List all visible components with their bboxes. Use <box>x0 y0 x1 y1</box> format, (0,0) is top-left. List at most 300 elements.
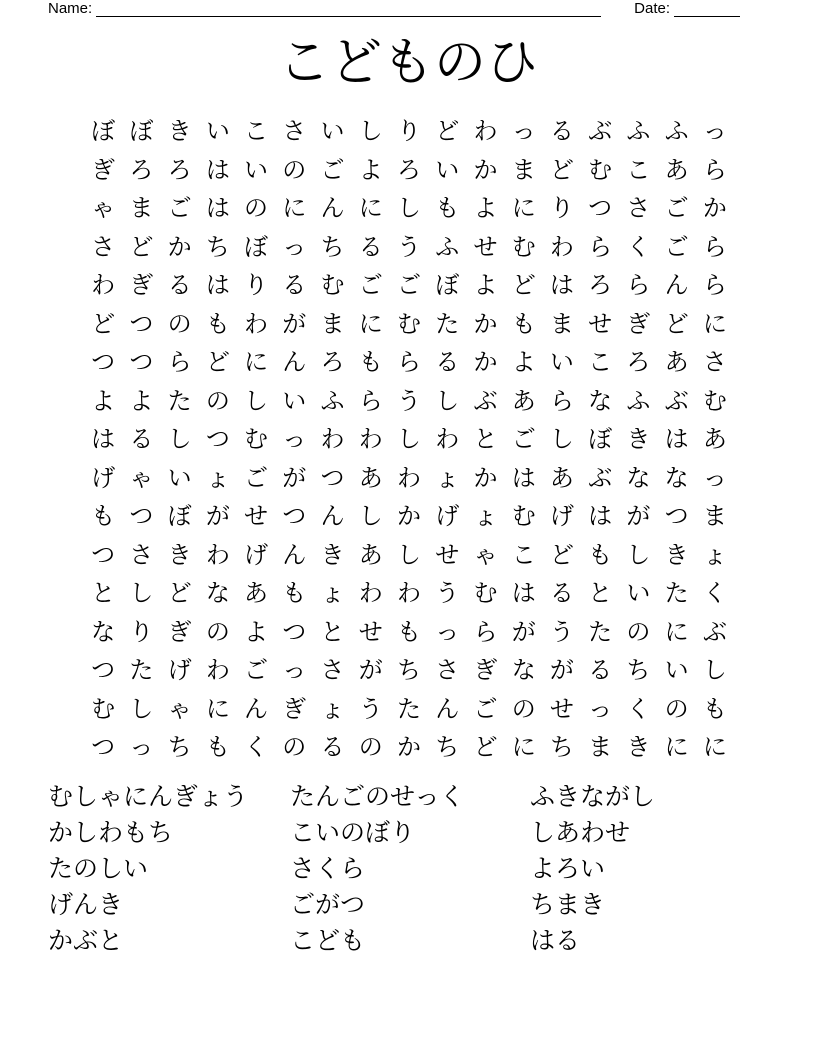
grid-cell[interactable]: が <box>511 617 536 646</box>
grid-cell[interactable]: ゃ <box>91 194 116 222</box>
grid-cell[interactable]: た <box>129 656 154 684</box>
grid-cell[interactable]: む <box>91 694 116 723</box>
grid-cell[interactable]: い <box>664 656 689 684</box>
grid-cell[interactable]: ぶ <box>473 386 498 415</box>
grid-cell[interactable]: つ <box>91 540 116 569</box>
grid-cell[interactable]: は <box>549 271 574 299</box>
grid-cell[interactable]: ど <box>435 117 460 145</box>
grid-cell[interactable]: う <box>396 386 421 415</box>
grid-cell[interactable]: あ <box>511 386 536 415</box>
grid-cell[interactable]: い <box>435 155 460 184</box>
grid-cell[interactable]: ら <box>588 232 613 261</box>
grid-cell[interactable]: ご <box>244 463 269 492</box>
grid-cell[interactable]: に <box>664 733 689 761</box>
grid-cell[interactable]: つ <box>91 348 116 376</box>
grid-cell[interactable]: ん <box>664 271 689 299</box>
grid-cell[interactable]: わ <box>91 271 116 299</box>
grid-cell[interactable]: つ <box>205 425 230 453</box>
grid-cell[interactable]: も <box>435 194 460 222</box>
grid-cell[interactable]: ろ <box>320 348 345 376</box>
grid-cell[interactable]: ょ <box>205 463 230 492</box>
grid-cell[interactable]: た <box>435 309 460 338</box>
grid-cell[interactable]: ろ <box>588 271 613 299</box>
grid-cell[interactable]: ら <box>702 271 727 299</box>
grid-cell[interactable]: つ <box>91 733 116 761</box>
grid-cell[interactable]: が <box>282 309 307 338</box>
grid-row <box>84 112 734 151</box>
grid-cell[interactable]: ぼ <box>435 271 460 299</box>
grid-cell[interactable]: に <box>358 194 383 222</box>
grid-cell[interactable]: に <box>702 733 727 761</box>
grid-cell[interactable]: も <box>358 348 383 376</box>
grid-cell[interactable]: ふ <box>664 117 689 145</box>
grid-cell[interactable]: な <box>511 656 536 684</box>
grid-cell[interactable]: っ <box>282 232 307 261</box>
grid-cell[interactable]: い <box>244 155 269 184</box>
grid-cell[interactable]: ち <box>396 656 421 684</box>
grid-cell[interactable]: わ <box>473 117 498 145</box>
grid-cell[interactable]: ろ <box>626 348 651 376</box>
grid-cell[interactable]: し <box>129 579 154 607</box>
grid-cell[interactable]: る <box>588 656 613 684</box>
grid-cell[interactable]: き <box>626 733 651 761</box>
grid-cell[interactable]: げ <box>435 502 460 530</box>
grid-cell[interactable]: に <box>205 694 230 723</box>
grid-cell[interactable]: む <box>396 309 421 338</box>
grid-cell[interactable]: に <box>664 617 689 646</box>
grid-cell[interactable]: わ <box>244 309 269 338</box>
grid-cell[interactable]: さ <box>435 656 460 684</box>
grid-cell[interactable]: よ <box>358 155 383 184</box>
grid-cell[interactable]: し <box>396 425 421 453</box>
grid-row <box>84 728 734 767</box>
grid-cell[interactable]: ぼ <box>167 502 192 530</box>
grid-cell[interactable]: う <box>549 617 574 646</box>
grid-cell[interactable]: し <box>435 386 460 415</box>
grid-cell[interactable]: こ <box>244 117 269 145</box>
grid-cell[interactable]: っ <box>588 694 613 723</box>
grid-cell[interactable]: わ <box>435 425 460 453</box>
grid-cell[interactable]: よ <box>511 348 536 376</box>
grid-cell[interactable]: し <box>129 694 154 723</box>
grid-cell[interactable]: ぼ <box>244 232 269 261</box>
grid-cell[interactable]: ち <box>167 733 192 761</box>
grid-cell[interactable]: ょ <box>320 694 345 723</box>
grid-cell[interactable]: に <box>511 733 536 761</box>
grid-cell[interactable]: た <box>588 617 613 646</box>
grid-cell[interactable]: こ <box>511 540 536 569</box>
grid-cell[interactable]: し <box>244 386 269 415</box>
grid-cell[interactable]: ご <box>511 425 536 453</box>
grid-cell[interactable]: う <box>435 579 460 607</box>
grid-cell[interactable]: く <box>626 694 651 723</box>
grid-cell[interactable]: が <box>205 502 230 530</box>
grid-cell[interactable]: つ <box>282 617 307 646</box>
grid-cell[interactable]: い <box>205 117 230 145</box>
grid-cell[interactable]: な <box>664 463 689 492</box>
grid-cell[interactable]: ん <box>320 194 345 222</box>
grid-cell[interactable]: う <box>396 232 421 261</box>
word-list-item: こども <box>290 926 366 955</box>
grid-cell[interactable]: の <box>167 309 192 338</box>
grid-cell[interactable]: い <box>320 117 345 145</box>
grid-cell[interactable]: き <box>626 425 651 453</box>
grid-cell[interactable]: か <box>473 309 498 338</box>
grid-cell[interactable]: の <box>205 617 230 646</box>
grid-cell[interactable]: ら <box>702 155 727 184</box>
date-blank-line[interactable] <box>674 2 740 17</box>
grid-cell[interactable]: ど <box>664 309 689 338</box>
grid-cell[interactable]: よ <box>91 386 116 415</box>
grid-cell[interactable]: ま <box>129 194 154 222</box>
grid-cell[interactable]: は <box>511 579 536 607</box>
grid-cell[interactable]: は <box>511 463 536 492</box>
grid-cell[interactable]: た <box>167 386 192 415</box>
grid-cell[interactable]: ぼ <box>588 425 613 453</box>
grid-cell[interactable]: ら <box>358 386 383 415</box>
grid-cell[interactable]: ぎ <box>129 271 154 299</box>
grid-cell[interactable]: ん <box>320 502 345 530</box>
grid-row <box>84 459 734 498</box>
grid-cell[interactable]: ぶ <box>702 617 727 646</box>
grid-cell[interactable]: ぼ <box>91 117 116 145</box>
grid-cell[interactable]: か <box>473 348 498 376</box>
grid-cell[interactable]: が <box>626 502 651 530</box>
grid-cell[interactable]: く <box>702 579 727 607</box>
grid-cell[interactable]: は <box>588 502 613 530</box>
grid-cell[interactable]: か <box>473 463 498 492</box>
grid-cell[interactable]: よ <box>129 386 154 415</box>
grid-cell[interactable]: な <box>91 617 116 646</box>
grid-cell[interactable]: わ <box>358 579 383 607</box>
grid-cell[interactable]: わ <box>549 232 574 261</box>
grid-cell[interactable]: ぎ <box>282 694 307 723</box>
grid-cell[interactable]: ご <box>167 194 192 222</box>
grid-cell[interactable]: ら <box>702 232 727 261</box>
grid-cell[interactable]: が <box>358 656 383 684</box>
grid-cell[interactable]: つ <box>129 348 154 376</box>
grid-cell[interactable]: あ <box>702 425 727 453</box>
grid-cell[interactable]: せ <box>549 694 574 723</box>
grid-cell[interactable]: こ <box>588 348 613 376</box>
grid-cell[interactable]: に <box>282 194 307 222</box>
grid-cell[interactable]: は <box>205 155 230 184</box>
grid-cell[interactable]: な <box>205 579 230 607</box>
grid-cell[interactable]: と <box>91 579 116 607</box>
grid-cell[interactable]: ど <box>549 155 574 184</box>
grid-cell[interactable]: あ <box>244 579 269 607</box>
grid-cell[interactable]: い <box>549 348 574 376</box>
grid-cell[interactable]: り <box>549 194 574 222</box>
grid-cell[interactable]: さ <box>282 117 307 145</box>
grid-cell[interactable]: さ <box>702 348 727 376</box>
grid-cell[interactable]: し <box>626 540 651 569</box>
grid-cell[interactable]: っ <box>129 733 154 761</box>
grid-cell[interactable]: ど <box>205 348 230 376</box>
grid-cell[interactable]: ふ <box>320 386 345 415</box>
grid-cell[interactable]: は <box>205 194 230 222</box>
grid-cell[interactable]: か <box>702 194 727 222</box>
grid-cell[interactable]: ま <box>702 502 727 530</box>
grid-cell[interactable]: し <box>358 502 383 530</box>
grid-cell[interactable]: ぎ <box>626 309 651 338</box>
grid-cell[interactable]: し <box>396 540 421 569</box>
grid-cell[interactable]: い <box>167 463 192 492</box>
grid-cell[interactable]: が <box>282 463 307 492</box>
grid-cell[interactable]: ご <box>320 155 345 184</box>
grid-cell[interactable]: の <box>244 194 269 222</box>
grid-cell[interactable]: い <box>626 579 651 607</box>
grid-cell[interactable]: ゃ <box>129 463 154 492</box>
grid-cell[interactable]: あ <box>664 155 689 184</box>
grid-cell[interactable]: ど <box>167 579 192 607</box>
grid-cell[interactable]: ご <box>473 694 498 723</box>
grid-cell[interactable]: ち <box>320 232 345 261</box>
grid-cell[interactable]: る <box>549 579 574 607</box>
grid-cell[interactable]: ろ <box>167 155 192 184</box>
grid-cell[interactable]: せ <box>244 502 269 530</box>
grid-cell[interactable]: の <box>626 617 651 646</box>
grid-cell[interactable]: ぶ <box>588 117 613 145</box>
grid-cell[interactable]: む <box>588 155 613 184</box>
grid-cell[interactable]: も <box>588 540 613 569</box>
grid-cell[interactable]: か <box>396 733 421 761</box>
grid-cell[interactable]: む <box>511 502 536 530</box>
grid-cell[interactable]: ち <box>435 733 460 761</box>
grid-cell[interactable]: ぶ <box>664 386 689 415</box>
grid-cell[interactable]: は <box>205 271 230 299</box>
grid-cell[interactable]: さ <box>320 656 345 684</box>
grid-cell[interactable]: わ <box>396 463 421 492</box>
grid-cell[interactable]: る <box>129 425 154 453</box>
grid-cell[interactable]: し <box>167 425 192 453</box>
grid-cell[interactable]: ど <box>129 232 154 261</box>
grid-cell[interactable]: あ <box>358 463 383 492</box>
grid-cell[interactable]: っ <box>702 463 727 492</box>
grid-cell[interactable]: る <box>549 117 574 145</box>
grid-cell[interactable]: ら <box>549 386 574 415</box>
grid-cell[interactable]: か <box>167 232 192 261</box>
grid-cell[interactable]: ど <box>91 309 116 338</box>
grid-cell[interactable]: っ <box>282 425 307 453</box>
grid-cell[interactable]: つ <box>664 502 689 530</box>
grid-cell[interactable]: る <box>320 733 345 761</box>
grid-cell[interactable]: わ <box>396 579 421 607</box>
grid-cell[interactable]: た <box>396 694 421 723</box>
grid-cell[interactable]: し <box>396 194 421 222</box>
grid-cell[interactable]: か <box>473 155 498 184</box>
grid-cell[interactable]: き <box>167 540 192 569</box>
grid-cell[interactable]: あ <box>549 463 574 492</box>
grid-cell[interactable]: あ <box>358 540 383 569</box>
grid-cell[interactable]: に <box>358 309 383 338</box>
word-list-item: げんき <box>48 890 124 919</box>
name-blank-line[interactable] <box>96 2 601 17</box>
grid-cell[interactable]: く <box>244 733 269 761</box>
grid-row <box>84 151 734 190</box>
grid-cell[interactable]: ょ <box>702 540 727 569</box>
grid-cell[interactable]: っ <box>511 117 536 145</box>
grid-cell[interactable]: ぎ <box>473 656 498 684</box>
grid-cell[interactable]: い <box>282 386 307 415</box>
grid-cell[interactable]: ゃ <box>167 694 192 723</box>
grid-cell[interactable]: う <box>358 694 383 723</box>
grid-cell[interactable]: つ <box>320 463 345 492</box>
grid-cell[interactable]: ま <box>511 155 536 184</box>
grid-cell[interactable]: げ <box>91 463 116 492</box>
grid-cell[interactable]: ら <box>396 348 421 376</box>
grid-cell[interactable]: ょ <box>435 463 460 492</box>
grid-cell[interactable]: ら <box>167 348 192 376</box>
grid-cell[interactable]: は <box>91 425 116 453</box>
grid-cell[interactable]: ふ <box>435 232 460 261</box>
grid-cell[interactable]: た <box>664 579 689 607</box>
grid-cell[interactable]: も <box>205 733 230 761</box>
grid-cell[interactable]: ど <box>549 540 574 569</box>
grid-cell[interactable]: も <box>91 502 116 530</box>
grid-cell[interactable]: も <box>205 309 230 338</box>
grid-cell[interactable]: き <box>167 117 192 145</box>
grid-cell[interactable]: し <box>358 117 383 145</box>
grid-cell[interactable]: ま <box>320 309 345 338</box>
grid-cell[interactable]: さ <box>129 540 154 569</box>
grid-cell[interactable]: よ <box>244 617 269 646</box>
grid-cell[interactable]: ど <box>473 733 498 761</box>
grid-cell[interactable]: っ <box>702 117 727 145</box>
grid-cell[interactable]: む <box>702 386 727 415</box>
grid-cell[interactable]: の <box>511 694 536 723</box>
grid-cell[interactable]: よ <box>473 194 498 222</box>
grid-cell[interactable]: ご <box>358 271 383 299</box>
grid-cell[interactable]: か <box>396 502 421 530</box>
grid-cell[interactable]: る <box>435 348 460 376</box>
grid-cell[interactable]: の <box>205 386 230 415</box>
grid-cell[interactable]: も <box>702 694 727 723</box>
grid-cell[interactable]: く <box>626 232 651 261</box>
grid-cell[interactable]: あ <box>664 348 689 376</box>
grid-cell[interactable]: き <box>320 540 345 569</box>
grid-cell[interactable]: ょ <box>473 502 498 530</box>
grid-cell[interactable]: な <box>588 386 613 415</box>
grid-cell[interactable]: ん <box>282 348 307 376</box>
grid-cell[interactable]: わ <box>320 425 345 453</box>
grid-cell[interactable]: さ <box>626 194 651 222</box>
grid-cell[interactable]: よ <box>473 271 498 299</box>
grid-cell[interactable]: せ <box>473 232 498 261</box>
grid-cell[interactable]: と <box>320 617 345 646</box>
grid-cell[interactable]: ち <box>626 656 651 684</box>
grid-cell[interactable]: ご <box>244 656 269 684</box>
word-list-item: ちまき <box>530 890 606 919</box>
grid-cell[interactable]: る <box>282 271 307 299</box>
grid-cell[interactable]: つ <box>129 309 154 338</box>
grid-cell[interactable]: げ <box>549 502 574 530</box>
grid-cell[interactable]: と <box>588 579 613 607</box>
grid-cell[interactable]: ぼ <box>129 117 154 145</box>
grid-cell[interactable]: な <box>626 463 651 492</box>
grid-cell[interactable]: き <box>664 540 689 569</box>
grid-cell[interactable]: ち <box>205 232 230 261</box>
grid-cell[interactable]: し <box>549 425 574 453</box>
grid-cell[interactable]: に <box>244 348 269 376</box>
grid-cell[interactable]: つ <box>282 502 307 530</box>
grid-cell[interactable]: も <box>396 617 421 646</box>
grid-cell[interactable]: る <box>167 271 192 299</box>
grid-cell[interactable]: ご <box>396 271 421 299</box>
grid-cell[interactable]: つ <box>91 656 116 684</box>
grid-cell[interactable]: さ <box>91 232 116 261</box>
grid-cell[interactable]: ち <box>549 733 574 761</box>
grid-cell[interactable]: む <box>473 579 498 607</box>
grid-cell[interactable]: ふ <box>626 117 651 145</box>
grid-cell[interactable]: っ <box>282 656 307 684</box>
grid-cell[interactable]: ぶ <box>588 463 613 492</box>
grid-cell[interactable]: ふ <box>626 386 651 415</box>
grid-cell[interactable]: し <box>702 656 727 684</box>
grid-cell[interactable]: こ <box>626 155 651 184</box>
grid-row <box>84 536 734 575</box>
grid-cell[interactable]: わ <box>205 540 230 569</box>
grid-cell[interactable]: せ <box>358 617 383 646</box>
grid-cell[interactable]: む <box>244 425 269 453</box>
grid-cell[interactable]: ご <box>664 194 689 222</box>
grid-cell[interactable]: わ <box>205 656 230 684</box>
grid-cell[interactable]: も <box>511 309 536 338</box>
grid-cell[interactable]: ご <box>664 232 689 261</box>
grid-cell[interactable]: の <box>282 733 307 761</box>
grid-cell[interactable]: の <box>664 694 689 723</box>
grid-cell[interactable]: に <box>511 194 536 222</box>
grid-cell[interactable]: ま <box>588 733 613 761</box>
grid-cell[interactable]: ん <box>282 540 307 569</box>
grid-cell[interactable]: ょ <box>320 579 345 607</box>
grid-cell[interactable]: ど <box>511 271 536 299</box>
grid-cell[interactable]: ん <box>435 694 460 723</box>
grid-cell[interactable]: ゃ <box>473 540 498 569</box>
grid-cell[interactable]: る <box>358 232 383 261</box>
grid-cell[interactable]: せ <box>435 540 460 569</box>
word-list-item: さくら <box>290 854 366 883</box>
grid-cell[interactable]: む <box>511 232 536 261</box>
grid-cell[interactable]: ぎ <box>167 617 192 646</box>
grid-cell[interactable]: ぎ <box>91 155 116 184</box>
grid-cell[interactable]: つ <box>129 502 154 530</box>
grid-cell[interactable]: っ <box>435 617 460 646</box>
grid-cell[interactable]: む <box>320 271 345 299</box>
grid-cell[interactable]: も <box>282 579 307 607</box>
grid-cell[interactable]: に <box>702 309 727 338</box>
grid-cell[interactable]: ろ <box>129 155 154 184</box>
grid-cell[interactable]: げ <box>244 540 269 569</box>
grid-cell[interactable]: げ <box>167 656 192 684</box>
grid-cell[interactable]: り <box>396 117 421 145</box>
grid-cell[interactable]: わ <box>358 425 383 453</box>
grid-cell[interactable]: は <box>664 425 689 453</box>
grid-cell[interactable]: ろ <box>396 155 421 184</box>
grid-cell[interactable]: ら <box>626 271 651 299</box>
grid-cell[interactable]: と <box>473 425 498 453</box>
grid-cell[interactable]: の <box>282 155 307 184</box>
grid-cell[interactable]: つ <box>588 194 613 222</box>
grid-cell[interactable]: の <box>358 733 383 761</box>
grid-cell[interactable]: ん <box>244 694 269 723</box>
grid-cell[interactable]: せ <box>588 309 613 338</box>
grid-cell[interactable]: が <box>549 656 574 684</box>
grid-cell[interactable]: り <box>129 617 154 646</box>
grid-cell[interactable]: ら <box>473 617 498 646</box>
grid-cell[interactable]: ま <box>549 309 574 338</box>
grid-cell[interactable]: り <box>244 271 269 299</box>
